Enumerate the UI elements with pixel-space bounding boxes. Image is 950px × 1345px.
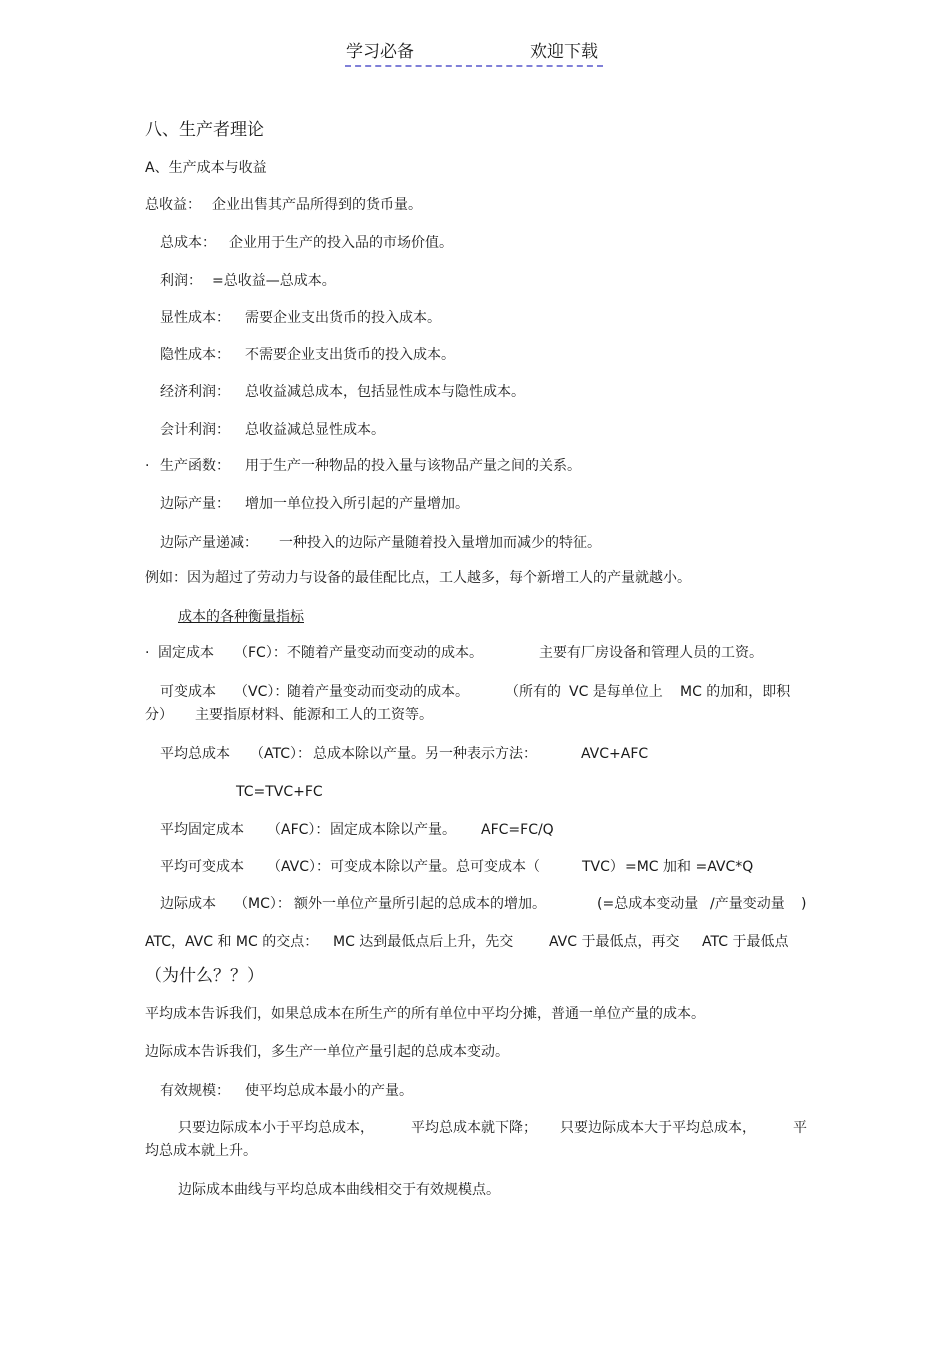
vc-cont: 主要指原材料、能源和工人的工资等。: [195, 707, 433, 723]
efficient-desc: 使平均总成本最小的产量。: [245, 1083, 413, 1099]
definition-term: 生产函数：: [160, 458, 230, 474]
fc-note: 主要有厂房设备和管理人员的工资。: [539, 645, 763, 661]
definition-term: 边际产量递减：: [160, 535, 258, 551]
intersect-d: ATC 于最低点: [702, 934, 789, 950]
vc-term: 可变成本: [160, 684, 216, 700]
vc-note-vc: VC 是每单位上: [569, 684, 663, 700]
mc-formula: (=总成本变动量: [597, 896, 699, 912]
definition-term: 会计利润：: [160, 422, 230, 438]
subsection-heading: A、生产成本与收益: [145, 160, 267, 176]
definition-desc: 总收益减总显性成本。: [245, 422, 385, 438]
definition-desc: 总收益减总成本，包括显性成本与隐性成本。: [245, 384, 525, 400]
definition-desc: 一种投入的边际产量随着投入量增加而减少的特征。: [279, 535, 601, 551]
avg-cost-note: 平均成本告诉我们，如果总成本在所生产的所有单位中平均分摊，普通一单位产量的成本。: [145, 1006, 705, 1022]
definition-desc: 需要企业支出货币的投入成本。: [245, 310, 441, 326]
definition-term: 总收益：: [145, 197, 201, 213]
rule-text: 平: [793, 1120, 807, 1136]
vc-abbr: （VC）：: [234, 684, 289, 700]
definition-term: 隐性成本：: [160, 347, 230, 363]
intersect-c: AVC 于最低点，再交: [549, 934, 680, 950]
atc-formula: AVC+AFC: [581, 746, 649, 762]
rule-text: 只要边际成本大于平均总成本，: [560, 1120, 756, 1136]
mc-abbr: （MC）：: [234, 896, 291, 912]
afc-abbr: （AFC）：: [267, 822, 330, 838]
avc-formula: =MC 加和 =AVC*Q: [625, 859, 754, 875]
mc-term: 边际成本: [160, 896, 216, 912]
fc-abbr: （FC）：: [234, 645, 287, 661]
avc-desc: 可变成本除以产量。总可变成本（: [330, 859, 540, 875]
avc-abbr: （AVC）：: [267, 859, 331, 875]
definition-term: 经济利润：: [160, 384, 230, 400]
vc-note: （所有的: [505, 684, 561, 700]
definition-desc: 不需要企业支出货币的投入成本。: [245, 347, 455, 363]
atc-formula-2: TC=TVC+FC: [236, 784, 323, 800]
page-header: [345, 41, 603, 67]
marginal-cost-note: 边际成本告诉我们，多生产一单位产量引起的总成本变动。: [145, 1044, 509, 1060]
mc-formula-2: /产量变动量: [710, 896, 785, 912]
vc-desc: 随着产量变动而变动的成本。: [287, 684, 469, 700]
mc-desc: 额外一单位产量所引起的总成本的增加。: [294, 896, 546, 912]
atc-abbr: （ATC）：: [250, 746, 311, 762]
rule-text: 只要边际成本小于平均总成本，: [178, 1120, 374, 1136]
definition-desc: 企业用于生产的投入品的市场价值。: [229, 235, 453, 251]
definition-desc: 企业出售其产品所得到的货币量。: [212, 197, 422, 213]
header-right-text: 欢迎下载: [530, 42, 598, 62]
definition-term: 总成本：: [160, 235, 216, 251]
definition-desc: 增加一单位投入所引起的产量增加。: [245, 496, 469, 512]
rule-text: 平均总成本就下降；: [411, 1120, 537, 1136]
fc-term: 固定成本: [158, 645, 214, 661]
bullet-mark: ·: [145, 458, 150, 474]
atc-term: 平均总成本: [160, 746, 230, 762]
example-text: 例如：因为超过了劳动力与设备的最佳配比点，工人越多，每个新增工人的产量就越小。: [145, 570, 691, 586]
definition-desc: 用于生产一种物品的投入量与该物品产量之间的关系。: [245, 458, 581, 474]
mc-close: ): [801, 896, 807, 912]
avc-term: 平均可变成本: [160, 859, 244, 875]
vc-cont: 分）: [145, 707, 173, 723]
fc-desc: 不随着产量变动而变动的成本。: [287, 645, 483, 661]
avc-tvc: TVC）: [582, 859, 624, 875]
intersect-a: ATC，AVC 和 MC 的交点：: [145, 934, 319, 950]
intersect-why: （为什么？？）: [145, 966, 264, 986]
definition-desc: =总收益—总成本。: [212, 273, 336, 289]
definition-term: 显性成本：: [160, 310, 230, 326]
bullet-mark: ·: [145, 645, 150, 661]
section-title: 八、生产者理论: [145, 120, 264, 140]
vc-note-mc: MC 的加和，即积: [680, 684, 791, 700]
atc-desc: 总成本除以产量。另一种表示方法：: [313, 746, 537, 762]
final-note: 边际成本曲线与平均总成本曲线相交于有效规模点。: [178, 1182, 500, 1198]
afc-term: 平均固定成本: [160, 822, 244, 838]
efficient-term: 有效规模：: [160, 1083, 230, 1099]
definition-term: 利润：: [160, 273, 202, 289]
afc-formula: AFC=FC/Q: [481, 822, 554, 838]
intersect-b: MC 达到最低点后上升，先交: [333, 934, 514, 950]
header-left-text: 学习必备: [346, 42, 414, 62]
cost-heading: 成本的各种衡量指标: [178, 609, 304, 625]
rule-text: 均总成本就上升。: [145, 1143, 257, 1159]
definition-term: 边际产量：: [160, 496, 230, 512]
afc-desc: 固定成本除以产量。: [330, 822, 456, 838]
